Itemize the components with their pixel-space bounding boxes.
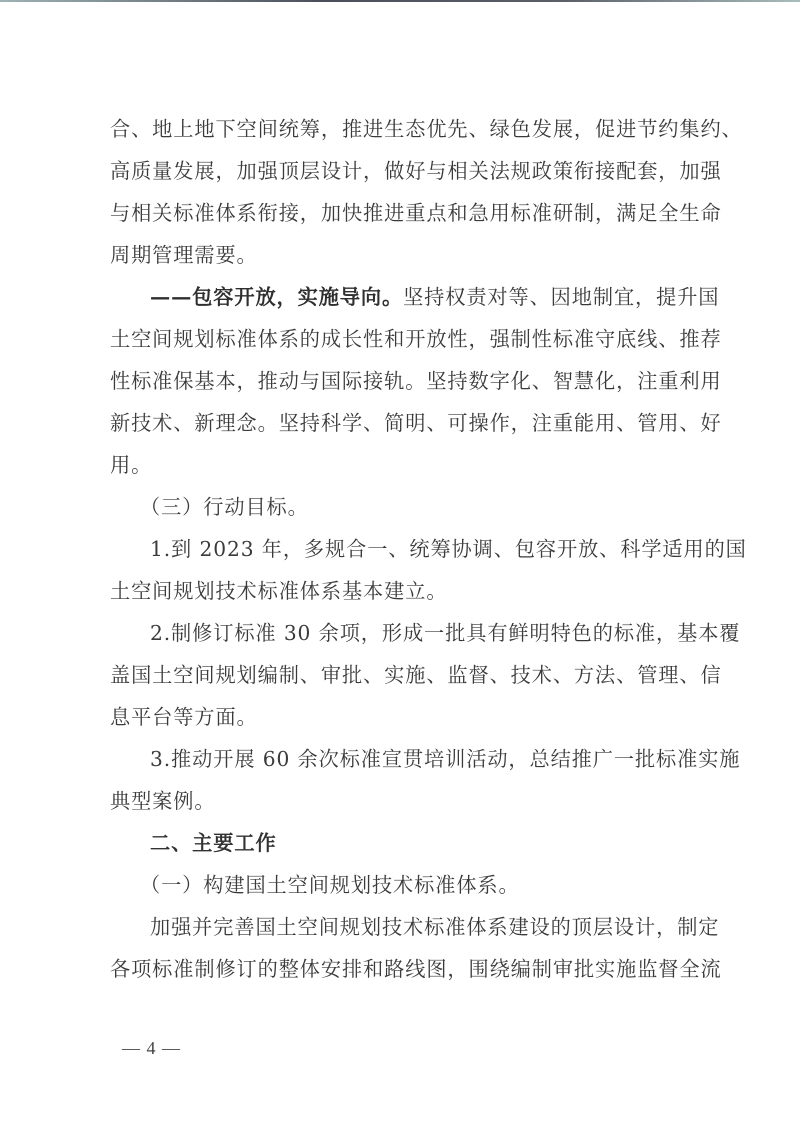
document-page <box>110 115 747 997</box>
subheading-build-standard-system: （一）构建国土空间规划技术标准体系。 <box>140 873 520 897</box>
scan-top-edge <box>0 0 800 2</box>
text-line: 土空间规划标准体系的成长性和开放性，强制性标准守底线、推荐 <box>110 327 722 351</box>
text-line: 土空间规划技术标准体系基本建立。 <box>110 579 448 603</box>
goal-item-3 <box>110 745 741 829</box>
text-line: 典型案例。 <box>110 789 216 813</box>
text-line: 3.推动开展 60 余次标准宣贯培训活动，总结推广一批标准实施 <box>150 747 741 771</box>
text-line: 1.到 2023 年，多规合一、统筹协调、包容开放、科学适用的国 <box>150 537 747 561</box>
text-line: 各项标准制修订的整体安排和路线图，围绕编制审批实施监督全流 <box>110 957 722 981</box>
section-heading-main-work: 二、主要工作 <box>150 831 277 855</box>
text-line: 周期管理需要。 <box>110 243 258 267</box>
text-line: 用。 <box>110 453 153 477</box>
principle-lead: ——包容开放，实施导向。 <box>150 285 404 309</box>
text-line: 合、地上地下空间统筹，推进生态优先、绿色发展，促进节约集约、 <box>110 117 743 141</box>
paragraph-principle-continued <box>110 115 743 283</box>
text-line: 加强并完善国土空间规划技术标准体系建设的顶层设计，制定 <box>150 915 720 939</box>
text-line: 性标准保基本，推动与国际接轨。坚持数字化、智慧化，注重利用 <box>110 369 722 393</box>
paragraph-build-system <box>110 913 722 997</box>
principle-text: 坚持权责对等、因地制宜，提升国 <box>403 285 720 309</box>
paragraph-inclusive-open <box>110 283 722 493</box>
page-number: — 4 — <box>122 1038 181 1058</box>
goal-item-1 <box>110 535 747 619</box>
text-line: 2.制修订标准 30 余项，形成一批具有鲜明特色的标准，基本覆 <box>150 621 741 645</box>
subheading-action-goals: （三）行动目标。 <box>140 495 309 519</box>
goal-item-2 <box>110 619 741 745</box>
text-line: 新技术、新理念。坚持科学、简明、可操作，注重能用、管用、好 <box>110 411 722 435</box>
text-line: 与相关标准体系衔接，加快推进重点和急用标准研制，满足全生命 <box>110 201 722 225</box>
text-line: 盖国土空间规划编制、审批、实施、监督、技术、方法、管理、信 <box>110 663 722 687</box>
text-line: 高质量发展，加强顶层设计，做好与相关法规政策衔接配套，加强 <box>110 159 722 183</box>
text-line <box>110 283 720 325</box>
text-line: 息平台等方面。 <box>110 705 258 729</box>
